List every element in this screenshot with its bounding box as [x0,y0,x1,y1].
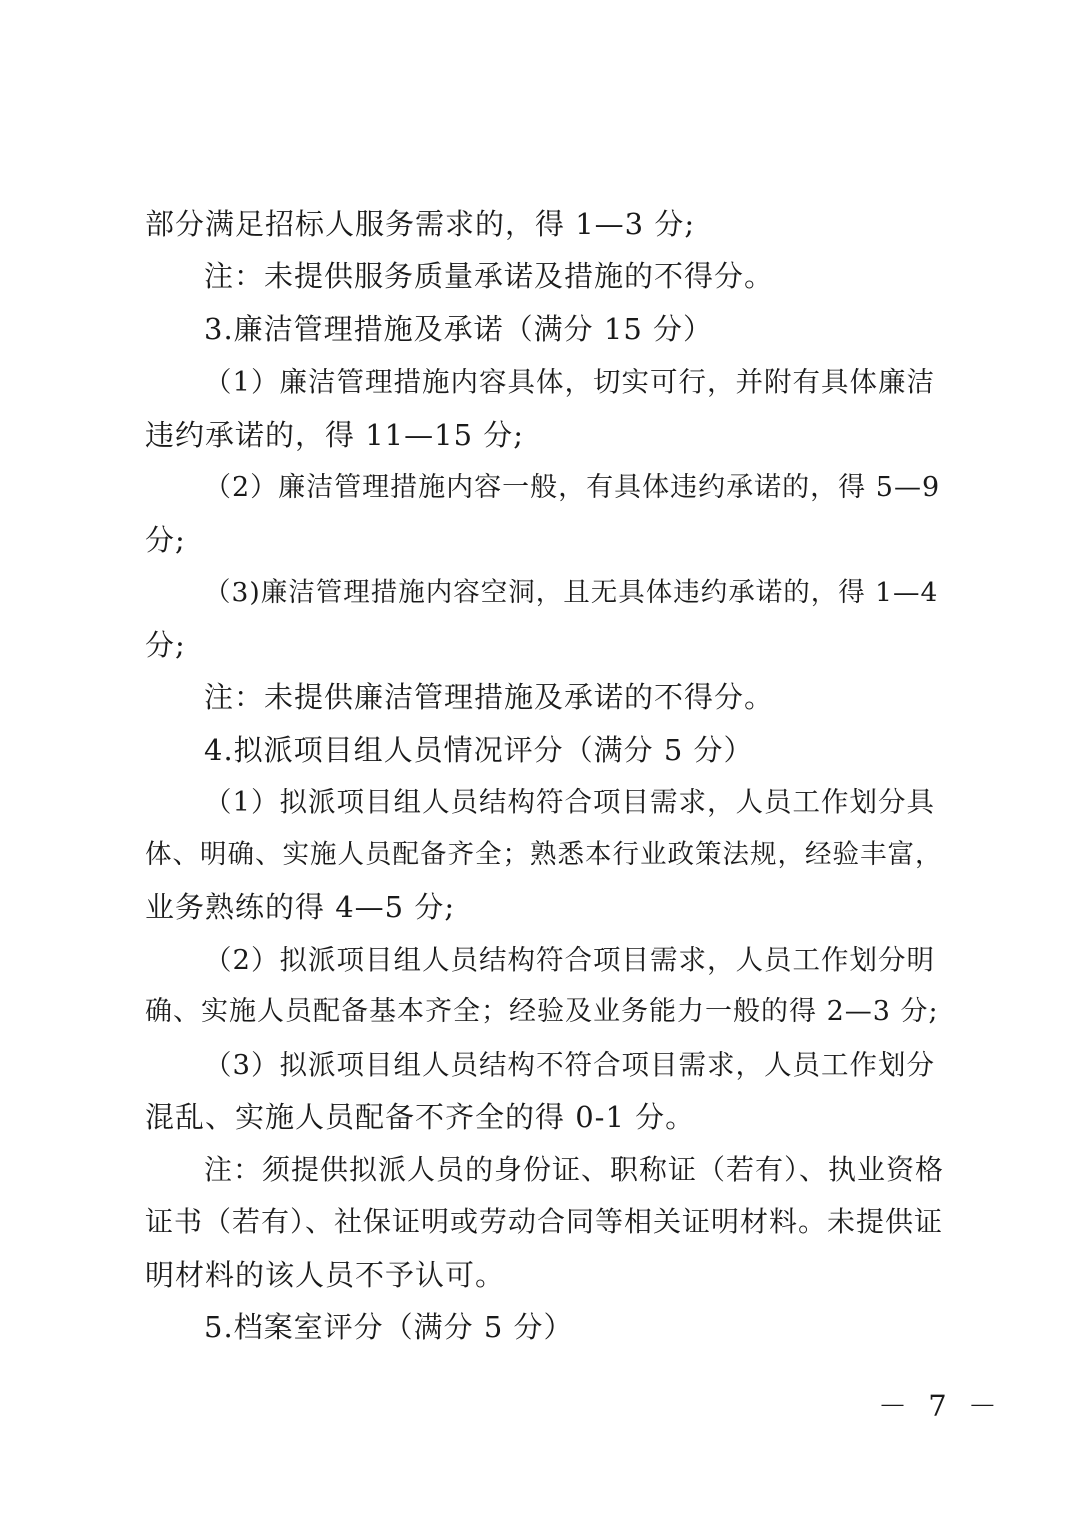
text-line: 注：未提供廉洁管理措施及承诺的不得分。 [204,680,775,714]
page-number: － 7 － [878,1389,1003,1423]
text-line: 确、实施人员配备基本齐全；经验及业务能力一般的得 2—3 分; [145,996,939,1027]
text-line: 分; [145,523,186,557]
section-heading: 3.廉洁管理措施及承诺（满分 15 分） [204,312,714,346]
text-line: 违约承诺的，得 11—15 分; [145,418,525,452]
text-line: （2）拟派项目组人员结构符合项目需求，人员工作划分明 [204,944,935,976]
text-line: 混乱、实施人员配备不齐全的得 0-1 分。 [145,1100,696,1134]
text-line: 部分满足招标人服务需求的，得 1—3 分; [145,207,696,241]
section-heading: 4.拟派项目组人员情况评分（满分 5 分） [204,733,754,767]
text-line: 注：须提供拟派人员的身份证、职称证（若有）、执业资格 [204,1153,945,1186]
text-line: 证书（若有）、社保证明或劳动合同等相关证明材料。未提供证 [145,1205,944,1238]
text-line: 分; [145,628,186,662]
text-line: （2）廉洁管理措施内容一般，有具体违约承诺的，得 5—9 [204,472,941,503]
text-line: （1）拟派项目组人员结构符合项目需求，人员工作划分具 [204,786,935,818]
text-line: 注：未提供服务质量承诺及措施的不得分。 [204,259,775,293]
text-line: （3)廉洁管理措施内容空洞，且无具体违约承诺的，得 1—4 [204,577,939,608]
text-line: （1）廉洁管理措施内容具体，切实可行，并附有具体廉洁 [204,366,935,398]
text-line: 明材料的该人员不予认可。 [145,1258,506,1292]
section-heading: 5.档案室评分（满分 5 分） [204,1310,574,1344]
text-line: （3）拟派项目组人员结构不符合项目需求，人员工作划分 [204,1049,935,1081]
text-line: 体、明确、实施人员配备齐全；熟悉本行业政策法规，经验丰富， [145,839,943,870]
text-line: 业务熟练的得 4—5 分; [145,890,456,924]
